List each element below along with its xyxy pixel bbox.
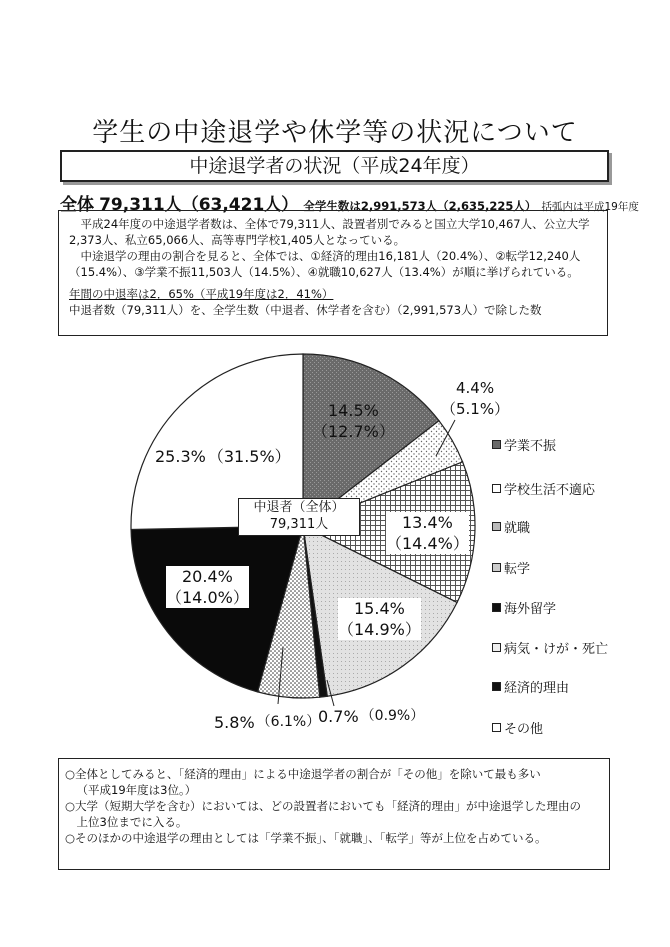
summary-paragraph-1: 平成24年度の中途退学者数は、全体で79,311人、設置者別でみると国立大学10,467人、公立大学2,373人、私立65,066人、高等専門学校1,405人となっている。 <box>69 217 590 247</box>
slice-prev-value: （14.0%） <box>166 588 249 607</box>
slice-prev-value: （14.4%） <box>386 534 469 553</box>
legend-label: 転学 <box>504 562 531 577</box>
slice-value: 25.3% <box>155 447 206 466</box>
dropout-rate-note: 中退者数（79,311人）を、全学生数（中退者、休学者を含む）（2,991,573人）で除した数 <box>69 303 542 317</box>
slice-label-byouki <box>214 712 320 733</box>
legend-swatch <box>492 484 501 493</box>
slice-label-shushoku <box>386 512 469 554</box>
slice-value: 15.4% <box>354 599 405 618</box>
note-3: ○そのほかの中途退学の理由としては「学業不振」、「就職」、「転学」等が上位を占めている。 <box>65 831 547 845</box>
legend-swatch <box>492 603 501 612</box>
legend-label: その他 <box>504 722 544 737</box>
slice-value: 5.8% <box>214 713 255 732</box>
legend-label: 経済的理由 <box>504 681 570 696</box>
notes-box <box>58 758 610 870</box>
slice-value: 13.4% <box>402 513 453 532</box>
slice-value: 0.7% <box>318 707 359 726</box>
legend-swatch <box>492 563 501 572</box>
slice-prev-value: （31.5%） <box>207 447 291 466</box>
legend-swatch <box>492 723 501 732</box>
slice-value: 14.5% <box>328 401 379 420</box>
slice-prev-value: （0.9%） <box>360 708 425 724</box>
legend-label: 就職 <box>504 521 531 536</box>
legend-item-tengaku <box>492 558 530 577</box>
note-1: ○全体としてみると、「経済的理由」による中途退学者の割合が「その他」を除いて最も多い <box>65 767 541 781</box>
legend-label: 学業不振 <box>504 439 557 454</box>
slice-prev-value: （6.1%） <box>256 714 321 730</box>
legend-swatch <box>492 682 501 691</box>
slice-prev-value: （5.1%） <box>441 400 510 418</box>
summary-paragraph-2: 中途退学の理由の割合を見ると、全体では、①経済的理由16,181人（20.4%）、②転学12,240人（15.4%）、③学業不振11,503人（14.5%）、④就職10,627人（13.4%）が順に挙げられている。 <box>69 249 581 279</box>
note-1-sub: （平成19年度は3位。） <box>76 783 197 797</box>
slice-value: 20.4% <box>182 567 233 586</box>
slice-label-gakugyo <box>312 400 395 442</box>
slice-prev-value: （14.9%） <box>338 620 421 639</box>
totals-students: 全学生数は2,991,573人（2,635,225人） <box>303 199 537 213</box>
legend-item-shushoku <box>492 517 530 536</box>
legend-item-futekiou <box>492 479 595 498</box>
slice-label-ryugaku <box>318 706 424 727</box>
dropout-rate: 年間の中退率は2．65%（平成19年度は2．41%） <box>69 287 334 301</box>
note-2: ○大学（短期大学を含む）においては、どの設置者においても「経済的理由」が中途退学した理由の <box>65 799 582 813</box>
page-title: 学生の中途退学や休学等の状況について <box>92 118 578 148</box>
legend-item-sonota <box>492 718 543 737</box>
totals-dropouts: 79,311人（63,421人） <box>99 195 299 215</box>
slice-prev-value: （12.7%） <box>312 422 395 441</box>
legend-item-ryugaku <box>492 598 556 617</box>
center-label-line-2: 79,311人 <box>269 517 329 532</box>
legend-item-keizai <box>492 677 569 696</box>
slice-label-tengaku <box>338 598 421 640</box>
totals-note: 括弧内は平成19年度 <box>541 201 639 213</box>
legend-item-gakugyo <box>492 435 556 454</box>
note-2-sub: 上位3位までに入る。 <box>76 815 188 829</box>
slice-label-sonota <box>155 446 291 467</box>
slice-value: 4.4% <box>456 379 495 397</box>
pie-center-label <box>238 498 360 536</box>
legend-item-byouki <box>492 638 608 657</box>
legend-label: 海外留学 <box>504 602 557 617</box>
legend-swatch <box>492 643 501 652</box>
legend-label: 病気・けが・死亡 <box>504 642 609 657</box>
section-title: 中途退学者の状況（平成24年度） <box>60 150 609 182</box>
slice-label-futekiou <box>441 378 509 420</box>
legend-swatch <box>492 440 501 449</box>
slice-label-keizai <box>166 566 249 608</box>
center-label-line-1: 中退者（全体） <box>253 500 345 515</box>
legend-swatch <box>492 522 501 531</box>
legend-label: 学校生活不適応 <box>504 483 596 498</box>
totals-label: 全体 <box>60 195 94 215</box>
